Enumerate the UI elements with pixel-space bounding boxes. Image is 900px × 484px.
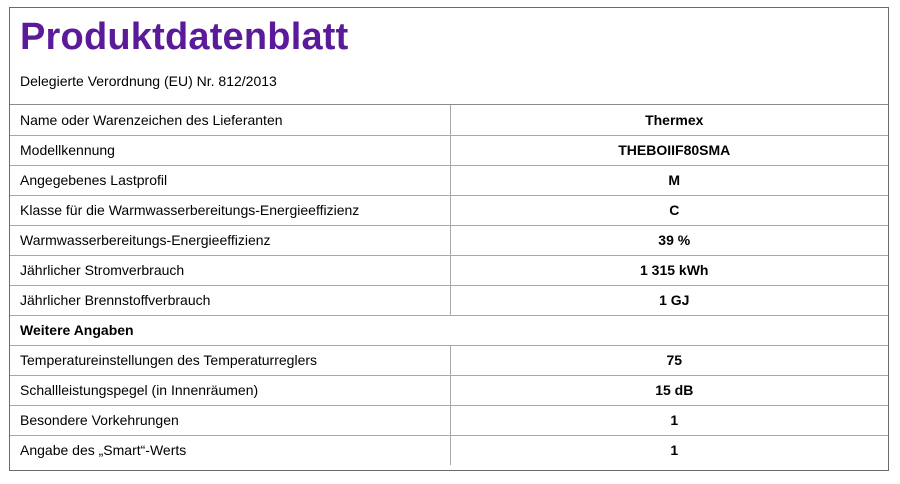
- table-row: [10, 285, 888, 315]
- table-row: [10, 435, 888, 465]
- row-label-precautions: Besondere Vorkehrungen: [10, 405, 450, 435]
- row-label-smart: Angabe des „Smart“-Werts: [10, 435, 450, 465]
- row-value-model: THEBOIIF80SMA: [450, 135, 888, 165]
- table-row: [10, 165, 888, 195]
- row-value-fuel: 1 GJ: [450, 285, 888, 315]
- section-heading: Weitere Angaben: [10, 315, 888, 345]
- table-row: [10, 135, 888, 165]
- regulation-subtitle: Delegierte Verordnung (EU) Nr. 812/2013: [20, 73, 277, 89]
- table-row: [10, 195, 888, 225]
- table-row: [10, 345, 888, 375]
- sheet-header: [10, 8, 888, 105]
- row-value-electricity: 1 315 kWh: [450, 255, 888, 285]
- row-label-fuel: Jährlicher Brennstoffverbrauch: [10, 285, 450, 315]
- row-label-efficiency-class: Klasse für die Warmwasserbereitungs-Energieeffizienz: [10, 195, 450, 225]
- table-row: [10, 105, 888, 135]
- row-label-thermostat: Temperatureinstellungen des Temperaturreglers: [10, 345, 450, 375]
- table-row: [10, 255, 888, 285]
- table-row: [10, 225, 888, 255]
- product-data-table: [10, 105, 888, 465]
- table-row: [10, 405, 888, 435]
- row-value-sound-power: 15 dB: [450, 375, 888, 405]
- row-label-load-profile: Angegebenes Lastprofil: [10, 165, 450, 195]
- row-value-thermostat: 75: [450, 345, 888, 375]
- row-value-smart: 1: [670, 442, 679, 459]
- row-label-efficiency: Warmwasserbereitungs-Energieeffizienz: [10, 225, 450, 255]
- row-value-precautions: 1: [450, 405, 888, 435]
- row-value-load-profile: M: [450, 165, 888, 195]
- row-value-efficiency-class: C: [450, 195, 888, 225]
- table-row: [10, 375, 888, 405]
- row-label-sound-power: Schallleistungspegel (in Innenräumen): [10, 375, 450, 405]
- row-label-model: Modellkennung: [10, 135, 450, 165]
- product-data-sheet: [9, 7, 889, 471]
- section-heading-row: [10, 315, 888, 345]
- row-value-supplier: Thermex: [450, 105, 888, 135]
- page-title: Produktdatenblatt: [20, 16, 349, 58]
- row-label-electricity: Jährlicher Stromverbrauch: [10, 255, 450, 285]
- row-value-efficiency: 39 %: [450, 225, 888, 255]
- row-label-supplier: Name oder Warenzeichen des Lieferanten: [10, 105, 450, 135]
